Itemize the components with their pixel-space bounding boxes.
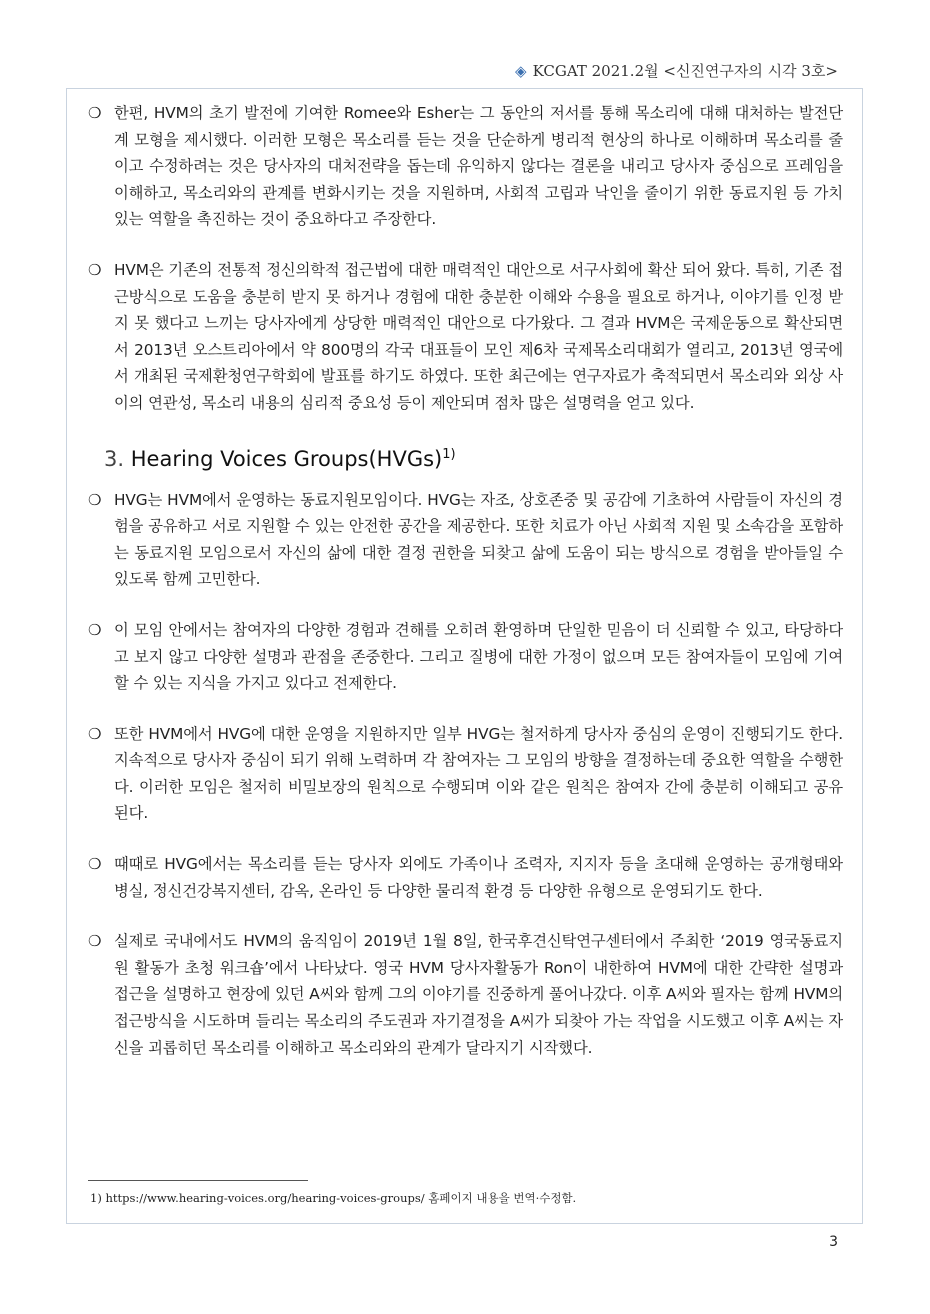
paragraph-text: 한편, HVM의 초기 발전에 기여한 Romee와 Esher는 그 동안의 저서를 통해 목소리에 대해 대처하는 발전단계 모형을 제시했다. 이러한 모형은 목소리를 듣는 것을 단순하게 병리적 현상의 하나로 이해하며 목소리를 줄이고 수정하려는 것은 당사자의 대처전략을 돕는데 유익하지 않다는 결론을 내리고 당사자 중심으로 프레임을 이해하고, 목소리와의 관계를 변화시키는 것을 지원하며, 사회적 고립과 낙인을 줄이기 위한 동료지원 등 가치 있는 역할을 촉진하는 것이 중요하다고 주장한다. xyxy=(114,104,843,229)
header-text: KCGAT 2021.2월 <신진연구자의 시각 3호> xyxy=(532,62,838,80)
section-heading xyxy=(104,447,843,471)
main-content xyxy=(88,100,843,1061)
circle-bullet-icon: ❍ xyxy=(88,724,102,743)
paragraph xyxy=(88,851,843,904)
paragraph-text: 때때로 HVG에서는 목소리를 듣는 당사자 외에도 가족이나 조력자, 지지자 등을 초대해 운영하는 공개형태와 병실, 정신건강복지센터, 감옥, 온라인 등 다양한 물리적 환경 등 다양한 유형으로 운영되기도 한다. xyxy=(114,855,843,900)
paragraph-text: 이 모임 안에서는 참여자의 다양한 경험과 견해를 오히려 환영하며 단일한 믿음이 더 신뢰할 수 있고, 타당하다고 보지 않고 다양한 설명과 관점을 존중한다. 그리고 질병에 대한 가정이 없으며 모든 참여자들이 모임에 기여할 수 있는 지식을 가지고 있다고 전제한다. xyxy=(114,620,843,693)
footnote-text: 1) https://www.hearing-voices.org/hearing-voices-groups/ 홈페이지 내용을 번역·수정함. xyxy=(90,1191,577,1205)
circle-bullet-icon: ❍ xyxy=(88,620,102,639)
page-number: 3 xyxy=(829,1234,838,1250)
footnote-divider xyxy=(88,1180,308,1181)
paragraph xyxy=(88,928,843,1061)
footnote-ref: 1) xyxy=(442,446,456,462)
section-number: 3. xyxy=(104,446,125,471)
running-header xyxy=(515,60,838,81)
paragraph-text: 실제로 국내에서도 HVM의 움직임이 2019년 1월 8일, 한국후견신탁연구센터에서 주최한 ‘2019 영국동료지원 활동가 초청 워크숍’에서 나타났다. 영국 HVM 당사자활동가 Ron이 내한하여 HVM에 대한 간략한 설명과 접근을 설명하고 현장에 있던 A씨와 함께 그의 이야기를 진중하게 풀어나갔다. 이후 A씨와 필자는 함께 HVM의 접근방식을 시도하며 들리는 목소리의 주도권과 자기결정을 A씨가 되찾아 가는 작업을 시도했고 이후 A씨는 자신을 괴롭히던 목소리를 이해하고 목소리와의 관계가 달라지기 시작했다. xyxy=(114,932,843,1057)
circle-bullet-icon: ❍ xyxy=(88,104,102,122)
circle-bullet-icon: ❍ xyxy=(88,490,102,509)
paragraph xyxy=(88,487,843,593)
paragraph xyxy=(88,257,843,417)
circle-bullet-icon: ❍ xyxy=(88,855,102,874)
section-title: Hearing Voices Groups(HVGs) xyxy=(130,446,443,471)
diamond-icon: ◈ xyxy=(515,61,527,80)
paragraph-text: 또한 HVM에서 HVG에 대한 운영을 지원하지만 일부 HVG는 철저하게 당사자 중심의 운영이 진행되기도 한다. 지속적으로 당사자 중심이 되기 위해 노력하며 각 참여자는 그 모임의 방향을 결정하는데 중요한 역할을 수행한다. 이러한 모임은 철저히 비밀보장의 원칙으로 수행되며 이와 같은 원칙은 참여자 간에 충분히 이해되고 공유된다. xyxy=(114,724,843,823)
circle-bullet-icon: ❍ xyxy=(88,260,102,279)
paragraph xyxy=(88,721,843,827)
paragraph-text: HVM은 기존의 전통적 정신의학적 접근법에 대한 매력적인 대안으로 서구사회에 확산 되어 왔다. 특히, 기존 접근방식으로 도움을 충분히 받지 못 하거나 경험에 대한 충분한 이해와 수용을 필요로 하거나, 이야기를 인정 받지 못 했다고 느끼는 당사자에게 상당한 매력적인 대안으로 다가왔다. 그 결과 HVM은 국제운동으로 확산되면서 2013년 오스트리아에서 약 800명의 각국 대표들이 모인 제6차 국제목소리대회가 열리고, 2013년 영국에서 개최된 국제환청연구학회에 발표를 하기도 하였다. 또한 최근에는 연구자료가 축적되면서 목소리와 외상 사이의 연관성, 목소리 내용의 심리적 중요성 등이 제안되며 점차 많은 설명력을 얻고 있다. xyxy=(114,260,843,412)
paragraph xyxy=(88,100,843,233)
paragraph xyxy=(88,617,843,697)
circle-bullet-icon: ❍ xyxy=(88,932,102,951)
footnote xyxy=(90,1190,576,1206)
paragraph-text: HVG는 HVM에서 운영하는 동료지원모임이다. HVG는 자조, 상호존중 및 공감에 기초하여 사람들이 자신의 경험을 공유하고 서로 지원할 수 있는 안전한 공간을 제공한다. 또한 치료가 아닌 사회적 지원 및 소속감을 포함하는 동료지원 모임으로서 자신의 삶에 대한 결정 권한을 되찾고 삶에 도움이 되는 방식으로 경험을 받아들일 수 있도록 함께 고민한다. xyxy=(114,490,843,589)
